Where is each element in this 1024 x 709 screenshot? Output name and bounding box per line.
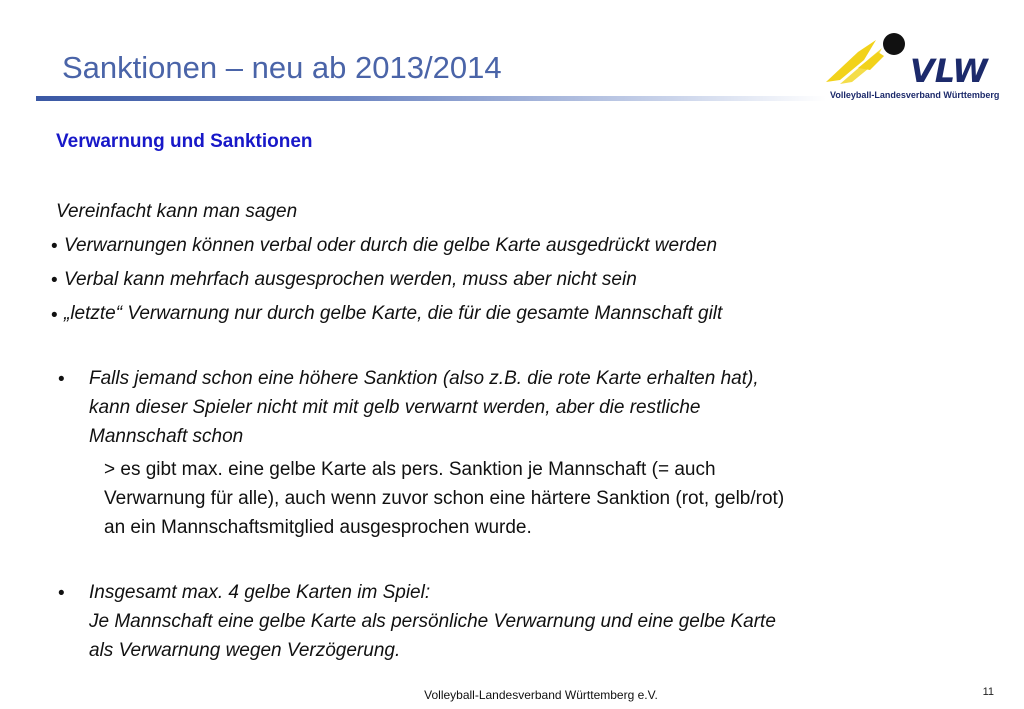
bullet-dot: • xyxy=(58,369,65,390)
vlw-logo xyxy=(818,30,1000,106)
bullet-dot: • xyxy=(51,305,58,326)
footer-text: Volleyball-Landesverband Württemberg e.V. xyxy=(424,688,658,702)
bullet-dot: • xyxy=(51,270,58,291)
section-heading: Verwarnung und Sanktionen xyxy=(56,131,313,152)
list-item-line: kann dieser Spieler nicht mit mit gelb verwarnt werden, aber die restliche xyxy=(89,397,701,418)
title-underline xyxy=(36,96,826,101)
list-item: Verwarnungen können verbal oder durch die gelbe Karte ausgedrückt werden xyxy=(64,235,718,256)
sub-item-line: an ein Mannschaftsmitglied ausgesprochen wurde. xyxy=(104,517,532,538)
logo-caption: Volleyball-Landesverband Württemberg xyxy=(830,90,1000,100)
logo-text: VLW xyxy=(910,52,988,90)
list-item: „letzte“ Verwarnung nur durch gelbe Karte, die für die gesamte Mannschaft gilt xyxy=(64,303,723,324)
bullet-dot: • xyxy=(58,583,65,604)
page-number: 11 xyxy=(982,686,994,698)
list-item-line: Mannschaft schon xyxy=(89,426,244,447)
slide-title: Sanktionen – neu ab 2013/2014 xyxy=(62,50,502,85)
list-item-line: als Verwarnung wegen Verzögerung. xyxy=(89,640,401,661)
list-item-line: Insgesamt max. 4 gelbe Karten im Spiel: xyxy=(89,582,431,603)
intro-text: Vereinfacht kann man sagen xyxy=(56,201,298,222)
list-item-line: Falls jemand schon eine höhere Sanktion (also z.B. die rote Karte erhalten hat), xyxy=(89,368,759,389)
footer xyxy=(0,688,1024,702)
volleyball-player-logo-icon xyxy=(818,30,993,90)
bullet-dot: • xyxy=(51,236,58,257)
list-item-line: Je Mannschaft eine gelbe Karte als persönliche Verwarnung und eine gelbe Karte xyxy=(89,611,776,632)
sub-item-line: Verwarnung für alle), auch wenn zuvor schon eine härtere Sanktion (rot, gelb/rot) xyxy=(104,488,785,509)
sub-item-line: > es gibt max. eine gelbe Karte als pers. Sanktion je Mannschaft (= auch xyxy=(104,459,716,480)
list-item: Verbal kann mehrfach ausgesprochen werden, muss aber nicht sein xyxy=(64,269,637,290)
